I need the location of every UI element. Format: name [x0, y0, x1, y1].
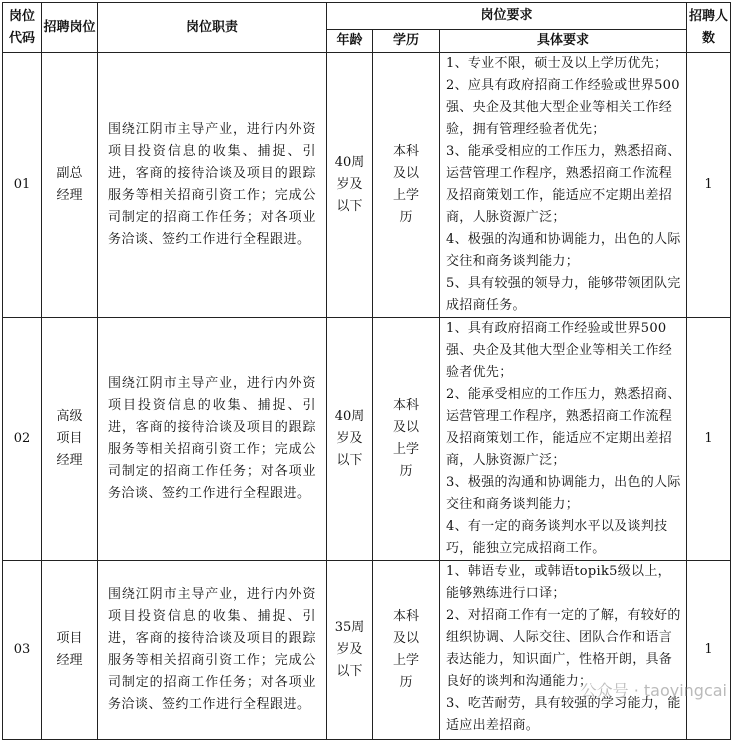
- cell-age: [327, 318, 373, 561]
- header-requirements: 岗位要求: [327, 3, 687, 30]
- cell-count: 1: [687, 561, 731, 740]
- watermark: 公众号 · taoyingcai: [580, 681, 727, 700]
- age-text: 35周岁及以下: [334, 620, 365, 679]
- cell-age: [327, 561, 373, 740]
- header-count: 招聘人数: [687, 3, 731, 53]
- position-text: 高级项目经理: [56, 409, 83, 468]
- education-text: 本科及以上学历: [392, 609, 419, 690]
- cell-education: [373, 318, 440, 561]
- requirement-item: 2、能承受相应的工作压力，熟悉招商、运营管理工作程序，熟悉招商工作流程及招商策划工作，能适应不定期出差招商，人脉资源广泛；: [446, 387, 681, 468]
- cell-duty: 围绕江阴市主导产业，进行内外资项目投资信息的收集、捕捉、引进，客商的接待洽谈及项目的跟踪服务等相关招商引资工作；完成公司制定的招商工作任务；对各项业务洽谈、签约工作进行全程跟进。: [98, 53, 327, 318]
- header-education: 学历: [373, 30, 440, 53]
- cell-duty: 围绕江阴市主导产业，进行内外资项目投资信息的收集、捕捉、引进，客商的接待洽谈及项目的跟踪服务等相关招商引资工作；完成公司制定的招商工作任务；对各项业务洽谈、签约工作进行全程跟进。: [98, 318, 327, 561]
- cell-age: [327, 53, 373, 318]
- job-table: [2, 2, 731, 740]
- cell-position: [42, 53, 98, 318]
- cell-code: 02: [3, 318, 42, 561]
- cell-count: 1: [687, 318, 731, 561]
- requirement-item: 3、能承受相应的工作压力，熟悉招商、运营管理工作程序，熟悉招商工作流程及招商策划工作，能适应不定期出差招商，人脉资源广泛；: [446, 144, 681, 225]
- cell-position: [42, 318, 98, 561]
- cell-code: 03: [3, 561, 42, 740]
- header-duty: 岗位职责: [98, 3, 327, 53]
- age-text: 40周岁及以下: [334, 155, 365, 214]
- position-text: 项目经理: [56, 631, 83, 668]
- education-text: 本科及以上学历: [392, 398, 419, 479]
- cell-code: 01: [3, 53, 42, 318]
- cell-duty: 围绕江阴市主导产业，进行内外资项目投资信息的收集、捕捉、引进，客商的接待洽谈及项目的跟踪服务等相关招商引资工作；完成公司制定的招商工作任务；对各项业务洽谈、签约工作进行全程跟进。: [98, 561, 327, 740]
- header-age: 年龄: [327, 30, 373, 53]
- header-position: 招聘岗位: [42, 3, 98, 53]
- cell-education: [373, 561, 440, 740]
- header-code: 岗位代码: [3, 3, 42, 53]
- cell-requirements: [440, 318, 687, 561]
- requirement-item: 4、极强的沟通和协调能力，出色的人际交往和商务谈判能力；: [446, 232, 681, 269]
- cell-requirements: [440, 561, 687, 740]
- requirement-item: 1、韩语专业，或韩语topik5级以上，能够熟练进行口译；: [446, 564, 671, 601]
- requirement-item: 2、对招商工作有一定的了解，有较好的组织协调、人际交往、团队合作和语言表达能力，知识面广，性格开朗，具备良好的谈判和沟通能力；: [446, 608, 681, 689]
- requirement-item: 1、具有政府招商工作经验或世界500强、央企及其他大型企业等相关工作经验者优先；: [446, 321, 673, 380]
- table-row: [3, 561, 731, 740]
- cell-requirements: [440, 53, 687, 318]
- requirement-item: 2、应具有政府招商工作经验或世界500强、央企及其他大型企业等相关工作经验，拥有管理经验者优先；: [446, 78, 680, 137]
- requirement-item: 3、极强的沟通和协调能力，出色的人际交往和商务谈判能力；: [446, 475, 681, 512]
- cell-count: 1: [687, 53, 731, 318]
- requirement-item: 1、专业不限，硕士及以上学历优先；: [446, 56, 668, 71]
- requirement-item: 5、具有较强的领导力，能够带领团队完成招商任务。: [446, 276, 681, 313]
- cell-education: [373, 53, 440, 318]
- header-detail: 具体要求: [440, 30, 687, 53]
- cell-position: [42, 561, 98, 740]
- age-text: 40周岁及以下: [334, 409, 365, 468]
- table-row: [3, 318, 731, 561]
- table-row: [3, 53, 731, 318]
- requirement-item: 3、吃苦耐劳，具有较强的学习能力，能适应出差招商。: [446, 696, 681, 733]
- requirement-item: 4、有一定的商务谈判水平以及谈判技巧，能独立完成招商工作。: [446, 519, 668, 556]
- education-text: 本科及以上学历: [392, 144, 419, 225]
- position-text: 副总经理: [56, 166, 83, 203]
